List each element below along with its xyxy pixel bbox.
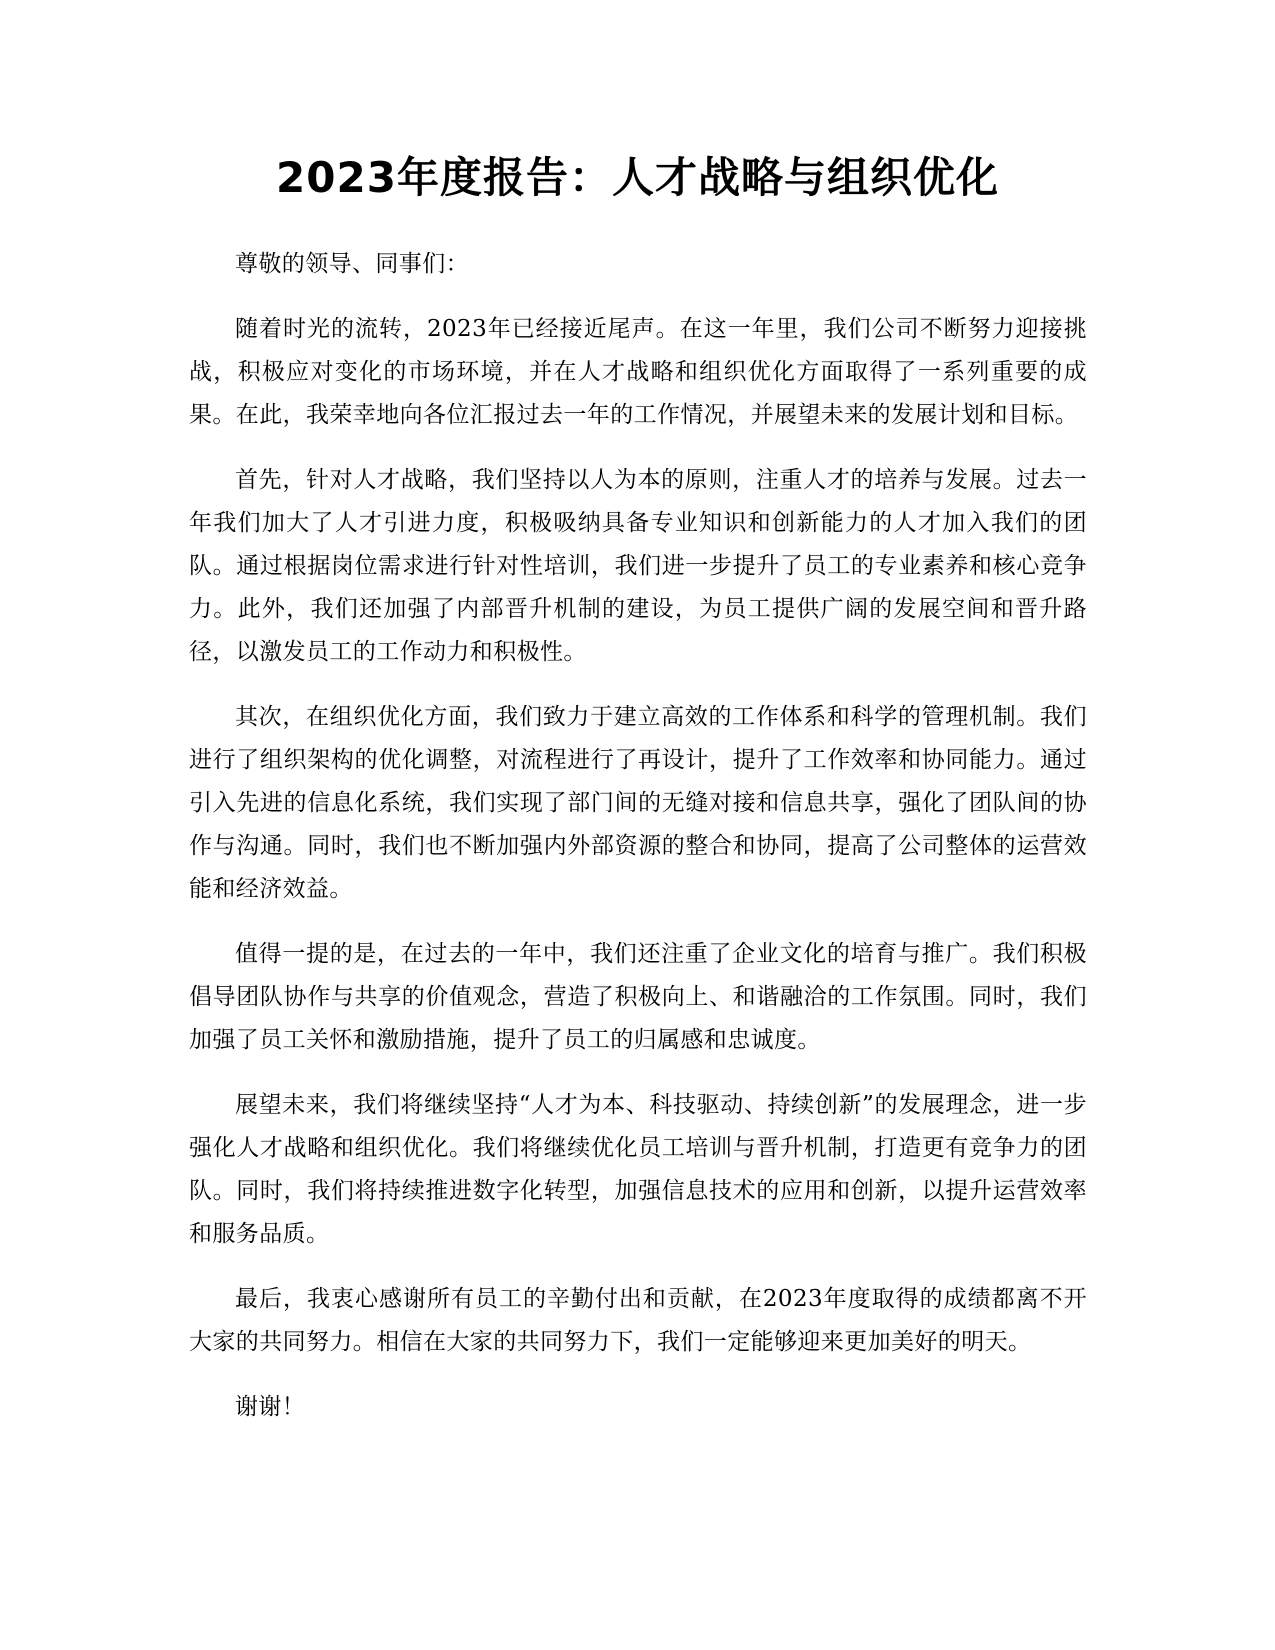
paragraph-talent-strategy: 首先，针对人才战略，我们坚持以人为本的原则，注重人才的培养与发展。过去一年我们加大了人才引进力度，积极吸纳具备专业知识和创新能力的人才加入我们的团队。通过根据岗位需求进行针对性培训，我们进一步提升了员工的专业素养和核心竞争力。此外，我们还加强了内部晋升机制的建设，为员工提供广阔的发展空间和晋升路径，以激发员工的工作动力和积极性。 xyxy=(189,467,1087,665)
paragraph-intro: 随着时光的流转，2023年已经接近尾声。在这一年里，我们公司不断努力迎接挑战，积极应对变化的市场环境，并在人才战略和组织优化方面取得了一系列重要的成果。在此，我荣幸地向各位汇报过去一年的工作情况，并展望未来的发展计划和目标。 xyxy=(189,316,1087,428)
paragraph-organization-optimization: 其次，在组织优化方面，我们致力于建立高效的工作体系和科学的管理机制。我们进行了组织架构的优化调整，对流程进行了再设计，提升了工作效率和协同能力。通过引入先进的信息化系统，我们实现了部门间的无缝对接和信息共享，强化了团队间的协作与沟通。同时，我们也不断加强内外部资源的整合和协同，提高了公司整体的运营效能和经济效益。 xyxy=(189,704,1087,902)
document-body xyxy=(189,243,1087,1451)
paragraph-closing: 谢谢！ xyxy=(235,1394,306,1420)
paragraph-greeting: 尊敬的领导、同事们： xyxy=(235,251,469,277)
paragraph-outlook: 展望未来，我们将继续坚持“人才为本、科技驱动、持续创新”的发展理念，进一步强化人才战略和组织优化。我们将继续优化员工培训与晋升机制，打造更有竞争力的团队。同时，我们将持续推进数字化转型，加强信息技术的应用和创新，以提升运营效率和服务品质。 xyxy=(189,1092,1087,1247)
paragraph-corporate-culture: 值得一提的是，在过去的一年中，我们还注重了企业文化的培育与推广。我们积极倡导团队协作与共享的价值观念，营造了积极向上、和谐融洽的工作氛围。同时，我们加强了员工关怀和激励措施，提升了员工的归属感和忠诚度。 xyxy=(189,941,1087,1053)
document-title: 2023年度报告：人才战略与组织优化 xyxy=(276,153,999,202)
paragraph-thanks: 最后，我衷心感谢所有员工的辛勤付出和贡献，在2023年度取得的成绩都离不开大家的共同努力。相信在大家的共同努力下，我们一定能够迎来更加美好的明天。 xyxy=(189,1286,1087,1355)
